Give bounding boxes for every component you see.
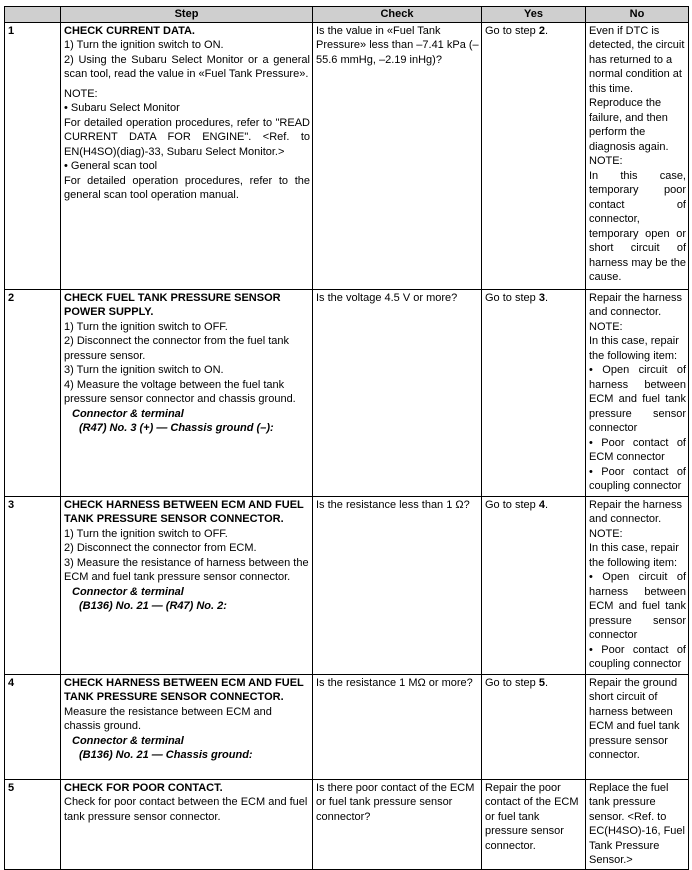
no-note: In this case, repair the following item: bbox=[589, 335, 679, 362]
step-cell bbox=[61, 674, 313, 779]
step-instruction: Check for poor contact between the ECM and fuel tank pressure sensor connector. bbox=[64, 796, 308, 823]
note-line: • Subaru Select Monitor bbox=[64, 102, 180, 114]
no-bullet: • Open circuit of harness between ECM and fuel tank pressure sensor connector bbox=[589, 364, 686, 434]
yes-cell bbox=[482, 289, 586, 496]
yes-suffix: . bbox=[544, 498, 548, 511]
no-note-label: NOTE: bbox=[589, 320, 623, 333]
connector-terminal: (B136) No. 21 — Chassis ground: bbox=[79, 749, 253, 761]
header-step-num bbox=[5, 7, 61, 23]
no-bullet: • Open circuit of harness between ECM and fuel tank pressure sensor connector bbox=[589, 571, 686, 641]
yes-cell bbox=[482, 22, 586, 289]
no-cell bbox=[586, 22, 689, 289]
step-number: 2 bbox=[5, 289, 61, 496]
step-title: CHECK FUEL TANK PRESSURE SENSOR POWER SUPPLY. bbox=[64, 291, 281, 318]
no-text: Repair the harness and connector. bbox=[589, 291, 682, 318]
table-row bbox=[5, 674, 689, 779]
header-yes: Yes bbox=[482, 7, 586, 23]
step-title: CHECK CURRENT DATA. bbox=[64, 24, 195, 37]
yes-cell: Repair the poor contact of the ECM or fuel tank pressure sensor connector. bbox=[482, 779, 586, 869]
step-number: 4 bbox=[5, 674, 61, 779]
yes-prefix: Go to step bbox=[485, 676, 539, 689]
step-instruction: 4) Measure the voltage between the fuel tank pressure sensor connector and chassis ground. bbox=[64, 378, 296, 405]
check-cell: Is there poor contact of the ECM or fuel tank pressure sensor connector? bbox=[313, 779, 482, 869]
step-title: CHECK FOR POOR CONTACT. bbox=[64, 781, 223, 794]
yes-step-link[interactable]: 2 bbox=[538, 24, 545, 37]
connector-label: Connector & terminal bbox=[72, 734, 184, 747]
step-instruction: 3) Measure the resistance of harness between the ECM and fuel tank pressure sensor connector. bbox=[64, 556, 309, 583]
no-cell bbox=[586, 496, 689, 674]
step-instruction: 2) Disconnect the connector from the fuel tank pressure sensor. bbox=[64, 335, 290, 362]
no-text: Replace the fuel tank pressure sensor. <Ref. to EC(H4SO)-16, Fuel Tank Pressure Sensor.> bbox=[589, 781, 685, 866]
no-text: Repair the ground short circuit of harness between ECM and fuel tank pressure sensor connector. bbox=[589, 676, 680, 761]
no-note: In this case, repair the following item: bbox=[589, 542, 679, 569]
yes-step-link[interactable]: 5 bbox=[538, 676, 545, 689]
connector-label: Connector & terminal bbox=[72, 407, 184, 420]
table-row bbox=[5, 496, 689, 674]
table-row bbox=[5, 779, 689, 869]
no-cell bbox=[586, 779, 689, 869]
yes-suffix: . bbox=[544, 291, 548, 304]
step-cell bbox=[61, 22, 313, 289]
note-line: • General scan tool bbox=[64, 160, 158, 172]
note-line: For detailed operation procedures, refer to the general scan tool operation manual. bbox=[64, 174, 310, 201]
note-label: NOTE: bbox=[64, 87, 98, 100]
yes-prefix: Go to step bbox=[485, 291, 539, 304]
no-note-label: NOTE: bbox=[589, 155, 623, 167]
no-note-label: NOTE: bbox=[589, 527, 623, 540]
no-note: In this case, temporary poor contact of connector, temporary open or short circuit of harness may be the cause. bbox=[589, 169, 686, 283]
step-number: 1 bbox=[5, 22, 61, 289]
no-bullet: • Poor contact of coupling connector bbox=[589, 465, 686, 492]
connector-label: Connector & terminal bbox=[72, 585, 184, 598]
no-bullet: • Poor contact of coupling connector bbox=[589, 643, 686, 670]
yes-suffix: . bbox=[544, 676, 548, 689]
no-text: Repair the harness and connector. bbox=[589, 498, 682, 525]
check-cell: Is the resistance less than 1 Ω? bbox=[313, 496, 482, 674]
no-cell bbox=[586, 674, 689, 779]
step-cell bbox=[61, 496, 313, 674]
check-cell: Is the resistance 1 MΩ or more? bbox=[313, 674, 482, 779]
no-cell bbox=[586, 289, 689, 496]
no-bullet: • Poor contact of ECM connector bbox=[589, 436, 686, 463]
note-line: For detailed operation procedures, refer to "READ CURRENT DATA FOR ENGINE". <Ref. to EN(H4SO)(diag)-33, Subaru Select Monitor.> bbox=[64, 116, 310, 158]
step-instruction: 3) Turn the ignition switch to ON. bbox=[64, 364, 224, 376]
step-instruction: 2) Disconnect the connector from ECM. bbox=[64, 542, 257, 554]
no-text: Even if DTC is detected, the circuit has returned to a normal condition at this time. Reproduce the failure, and then perform the diagnosis again. bbox=[589, 24, 685, 153]
step-instruction: 1) Turn the ignition switch to OFF. bbox=[64, 320, 228, 333]
table-row bbox=[5, 289, 689, 496]
step-number: 3 bbox=[5, 496, 61, 674]
step-instruction: 1) Turn the ignition switch to ON. bbox=[64, 39, 224, 51]
header-no: No bbox=[586, 7, 689, 23]
yes-suffix: . bbox=[544, 24, 548, 37]
check-cell: Is the voltage 4.5 V or more? bbox=[313, 289, 482, 496]
step-cell bbox=[61, 779, 313, 869]
header-row bbox=[5, 7, 689, 23]
header-check: Check bbox=[313, 7, 482, 23]
yes-cell bbox=[482, 496, 586, 674]
step-instruction: 2) Using the Subaru Select Monitor or a general scan tool, read the value in «Fuel Tank Pressure». bbox=[64, 53, 310, 80]
yes-step-link[interactable]: 3 bbox=[538, 291, 545, 304]
table-row bbox=[5, 22, 689, 289]
step-title: CHECK HARNESS BETWEEN ECM AND FUEL TANK PRESSURE SENSOR CONNECTOR. bbox=[64, 498, 304, 525]
header-step: Step bbox=[61, 7, 313, 23]
step-number: 5 bbox=[5, 779, 61, 869]
connector-terminal: (B136) No. 21 — (R47) No. 2: bbox=[79, 600, 227, 612]
step-title: CHECK HARNESS BETWEEN ECM AND FUEL TANK PRESSURE SENSOR CONNECTOR. bbox=[64, 676, 304, 703]
step-instruction: 1) Turn the ignition switch to OFF. bbox=[64, 527, 228, 540]
yes-step-link[interactable]: 4 bbox=[538, 498, 545, 511]
diagnostic-table bbox=[4, 6, 689, 870]
yes-prefix: Go to step bbox=[485, 24, 539, 37]
connector-terminal: (R47) No. 3 (+) — Chassis ground (–): bbox=[79, 422, 274, 434]
yes-cell bbox=[482, 674, 586, 779]
step-instruction: Measure the resistance between ECM and chassis ground. bbox=[64, 705, 272, 732]
check-cell: Is the value in «Fuel Tank Pressure» less than –7.41 kPa (–55.6 mmHg, –2.19 inHg)? bbox=[313, 22, 482, 289]
yes-prefix: Go to step bbox=[485, 498, 539, 511]
step-cell bbox=[61, 289, 313, 496]
